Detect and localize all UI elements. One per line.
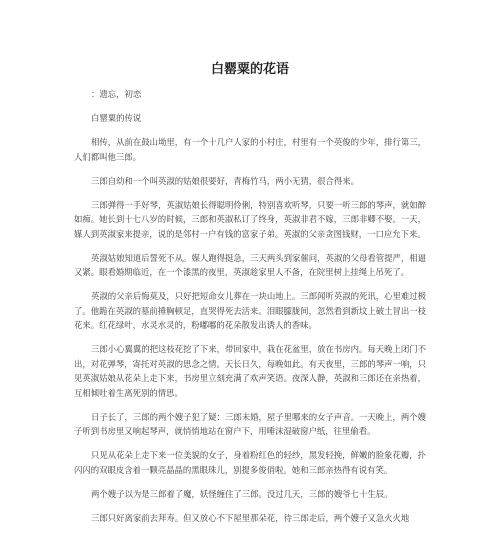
paragraph: 日子长了，三郎的两个嫂子犯了疑：三郎未婚，屋子里哪来的女子声音。一天晚上，两个嫂子听到书房里又响起琴声，就悄悄地站在窗户下，用唾沫湿破窗户纸，往里偷看。	[74, 411, 426, 436]
article-body	[74, 87, 426, 535]
paragraph: 白罂粟的传说	[91, 113, 142, 123]
paragraph: 三郎弹得一手好琴，英淑姑娘长得聪明伶俐，特别喜欢听琴，只要一听三郎的琴声，就如醉如痴。她长到十七八岁的时候，三郎和英淑私订了终身，英淑非君不嫁，三郎非卿不娶。一天，媒人到英淑家来提亲，说的是邻村一户有钱的富家子弟。英淑的父亲贪图钱财，一口应允下来。	[74, 199, 426, 239]
paragraph: 只见从花朵上走下来一位美貌的女子，身着粉红色的轻纱，黑发轻挽，鲜嫩的脸象花瓣，扑闪闪的双眼皮含着一颗亮晶晶的黑眼珠儿，别提多俊俏啦。她和三郎亲热得有说有笑。	[74, 450, 426, 475]
paragraph: 三郎只好离家前去拜寿。但又放心不下屋里那朵花，待三郎走后，两个嫂子又急火火地	[91, 512, 410, 523]
paragraph: 三郎自幼和一个叫英淑的姑娘很要好，青梅竹马，两小无猜，很合得来。	[91, 175, 359, 186]
paragraph: 英淑的父亲后悔莫及，只好把短命女儿葬在一块山地上。三郎闻听英淑的死讯，心里难过极了。他跪在英淑的墓前捶胸顿足，直哭得死去活来。泪眼朦胧间，忽然看到新坟上破土冒出一枝花来。红花绿叶，水灵水灵的，粉嘟嘟的花朵散发出诱人的香味。	[74, 291, 426, 330]
paragraph: 英淑姑娘知道后誓死不从。媒人跑得挺急，三天两头到家催问，英淑的父母看管提严，相逼又紧。眼看婚期临近，在一个漆黑的夜里，英淑趁家里人不备，在院里树上挂绳上吊死了。	[74, 252, 426, 277]
paragraph: 相传，从前在鼓山坳里，有一个十几户人家的小村庄，村里有一个英俊的少年，排行第三，人们都叫他三郎。	[74, 137, 426, 162]
paragraph: 三郎小心翼翼的把这枝花挖了下来，带回家中，栽在花盆里，放在书房内。每天晚上闭门不出，对花弹琴，寄托对英淑的思念之情。天长日久，每晚如此。有天夜里，三郎的琴声一响，只见英淑姑娘从花朵上走下来，书房里立刻充满了欢声笑语。夜深人静，英淑和三郎还在亲热着，互相倾吐着生离死别的情思。	[74, 344, 426, 398]
page-title: 白罂粟的花语	[210, 62, 289, 77]
paragraph: 两个嫂子以为是三郎着了魔，妖怪缠住了三郎。没过几天，三郎的嫂爷七十生辰。	[91, 488, 393, 499]
paragraph: ：遗忘，初恋	[91, 89, 142, 99]
